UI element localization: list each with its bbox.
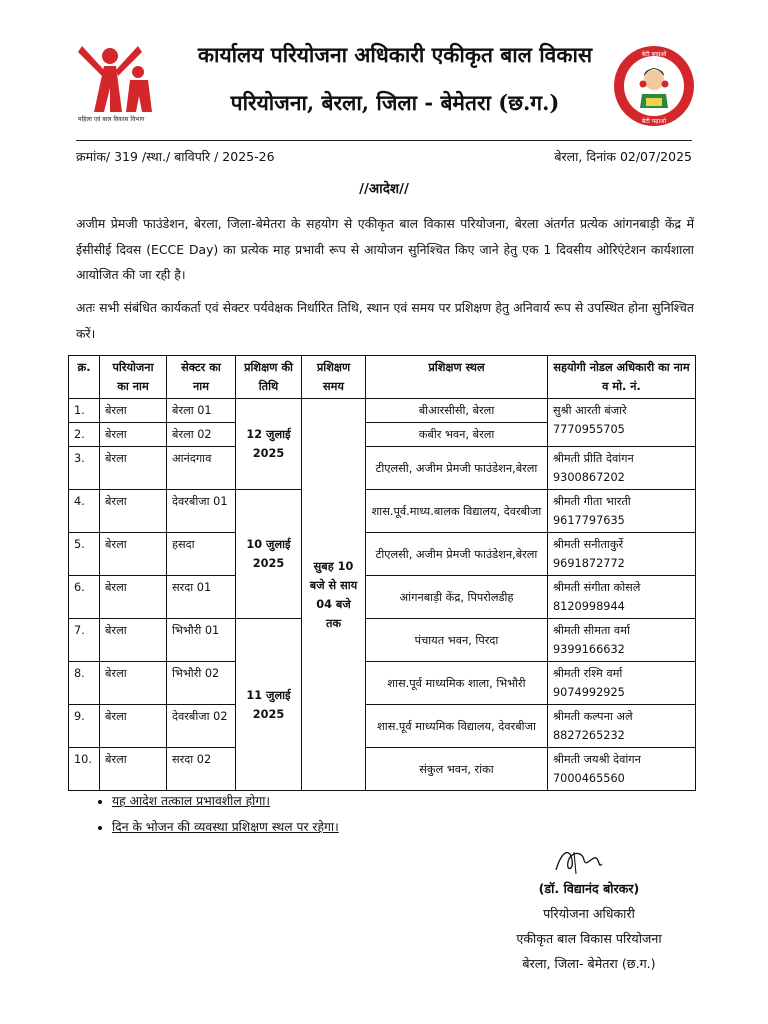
cell-project: बेरला: [100, 490, 167, 533]
cell-sno: 6.: [69, 576, 100, 619]
cell-sector: भिभौरी 02: [167, 662, 236, 705]
cell-sno: 2.: [69, 423, 100, 447]
header-time: प्रशिक्षण समय: [302, 356, 366, 399]
beti-padhao-text: बेटी पढ़ाओ: [641, 118, 667, 125]
cell-venue: पंचायत भवन, पिरदा: [366, 619, 548, 662]
office-title-line2: परियोजना, बेरला, जिला - बेमेतरा (छ.ग.): [230, 90, 560, 115]
office-title-line1: कार्यालय परियोजना अधिकारी एकीकृत बाल विकास: [197, 42, 593, 67]
officer-name: श्रीमती संगीता कोसले: [553, 581, 641, 594]
officer-phone: 7000465560: [553, 772, 625, 785]
officer-name: श्रीमती गीता भारती: [553, 495, 631, 508]
cell-project: बेरला: [100, 423, 167, 447]
cell-project: बेरला: [100, 748, 167, 791]
cell-training-time: सुबह 10 बजे से साय 04 बजे तक: [302, 399, 366, 791]
cell-sno: 1.: [69, 399, 100, 423]
cell-venue: आंगनबाड़ी केंद्र, पिपरोलडीह: [366, 576, 548, 619]
beti-bachao-icon: [612, 44, 696, 128]
cell-training-date: 11 जुलाई 2025: [236, 619, 302, 791]
signatory-place: बेरला, जिला- बेमेतरा (छ.ग.): [522, 956, 656, 971]
cell-sno: 7.: [69, 619, 100, 662]
cell-sno: 3.: [69, 447, 100, 490]
officer-name: सुश्री आरती बंजारे: [553, 404, 627, 417]
beti-bachao-logo: [612, 44, 696, 128]
cell-sector: आनंदगाव: [167, 447, 236, 490]
signature-mark: [552, 846, 606, 876]
order-heading: //आदेश//: [359, 181, 409, 197]
cell-project: बेरला: [100, 662, 167, 705]
cell-venue: संकुल भवन, रांका: [366, 748, 548, 791]
cell-training-date: 10 जुलाई 2025: [236, 490, 302, 619]
officer-name: श्रीमती जयश्री देवांगन: [553, 753, 641, 766]
cell-officer: [548, 576, 696, 619]
cell-venue: टीएलसी, अजीम प्रेमजी फाउंडेशन,बेरला: [366, 447, 548, 490]
cell-officer: [548, 399, 696, 447]
note-item: • दिन के भोजन की व्यवस्था प्रशिक्षण स्थल पर रहेगा।: [112, 814, 339, 840]
training-schedule-table: [68, 355, 696, 791]
signature-block: [470, 876, 708, 976]
officer-name: श्रीमती कल्पना अले: [553, 710, 633, 723]
cell-sno: 9.: [69, 705, 100, 748]
cell-venue: टीएलसी, अजीम प्रेमजी फाउंडेशन,बेरला: [366, 533, 548, 576]
note-item: • यह आदेश तत्काल प्रभावशील होगा।: [112, 788, 339, 814]
signatory-designation: परियोजना अधिकारी: [543, 906, 635, 921]
table-row: [69, 490, 696, 533]
cell-sno: 5.: [69, 533, 100, 576]
reference-number: क्रमांक/ 319 /स्था./ बाविपरि / 2025-26: [76, 149, 275, 164]
officer-phone: 9617797635: [553, 514, 625, 527]
cell-sector: देवरबीजा 02: [167, 705, 236, 748]
cell-project: बेरला: [100, 619, 167, 662]
cell-sector: बेरला 01: [167, 399, 236, 423]
header-officer: सहयोगी नोडल अधिकारी का नाम व मो. नं.: [548, 356, 696, 399]
order-paragraph-2: अतः सभी संबंधित कार्यकर्ता एवं सेक्टर पर्यवेक्षक निर्धारित तिथि, स्थान एवं समय पर प्रशिक्षण हेतु अनिवार्य रूप से उपस्थित होना सुनिश्चित करें।: [76, 300, 694, 341]
officer-phone: 9074992925: [553, 686, 625, 699]
cell-venue: कबीर भवन, बेरला: [366, 423, 548, 447]
officer-phone: 9300867202: [553, 471, 625, 484]
order-date: बेरला, दिनांक 02/07/2025: [554, 149, 692, 164]
signatory-name: (डॉ. विद्यानंद बोरकर): [538, 881, 640, 896]
table-row: [69, 399, 696, 423]
cell-officer: [548, 533, 696, 576]
signatory-office: एकीकृत बाल विकास परियोजना: [516, 931, 662, 946]
table-header-row: [69, 356, 696, 399]
header-rule: [76, 140, 692, 141]
cell-venue: बीआरसीसी, बेरला: [366, 399, 548, 423]
wcd-logo-caption: महिला एवं बाल विकास विभाग: [78, 116, 145, 123]
cell-venue: शास.पूर्व.माध्य.बालक विद्यालय, देवरबीजा: [366, 490, 548, 533]
cell-officer: [548, 447, 696, 490]
officer-name: श्रीमती प्रीति देवांगन: [553, 452, 634, 465]
order-notes: [92, 788, 339, 840]
cell-project: बेरला: [100, 576, 167, 619]
table-row: [69, 533, 696, 576]
cell-officer: [548, 490, 696, 533]
officer-name: श्रीमती रश्मि वर्मा: [553, 667, 623, 680]
cell-venue: शास.पूर्व माध्यमिक शाला, भिभौरी: [366, 662, 548, 705]
cell-officer: [548, 705, 696, 748]
cell-sno: 10.: [69, 748, 100, 791]
header-project: परियोजना का नाम: [100, 356, 167, 399]
cell-venue: शास.पूर्व माध्यमिक विद्यालय, देवरबीजा: [366, 705, 548, 748]
cell-officer: [548, 748, 696, 791]
header-sno: क्र.: [69, 356, 100, 399]
table-row: [69, 705, 696, 748]
wcd-department-logo: [78, 42, 168, 127]
cell-officer: [548, 662, 696, 705]
officer-phone: 8120998944: [553, 600, 625, 613]
beti-bachao-text: बेटी बचाओ: [641, 51, 667, 58]
table-row: [69, 662, 696, 705]
order-paragraph-1: अजीम प्रेमजी फाउंडेशन, बेरला, जिला-बेमेतरा के सहयोग से एकीकृत बाल विकास परियोजना, बेरला अंतर्गत प्रत्येक आंगनबाड़ी केंद्र में ईसीसीई दिवस (ECCE Day) का प्रत्येक माह प्रभावी रूप से आयोजन सुनिश्चित किए जाने हेतु एक 1 दिवसीय ओरिएंटेशन कार्यशाला आयोजित की जा रही है।: [76, 216, 694, 282]
officer-name: श्रीमती सीमता वर्मा: [553, 624, 630, 637]
officer-name: श्रीमती सनीताकुर्रे: [553, 538, 624, 551]
cell-sector: हसदा: [167, 533, 236, 576]
cell-training-date: 12 जुलाई 2025: [236, 399, 302, 490]
cell-sno: 8.: [69, 662, 100, 705]
wcd-logo-icon: [78, 42, 168, 114]
table-row: [69, 576, 696, 619]
table-row: [69, 447, 696, 490]
cell-sector: सरदा 01: [167, 576, 236, 619]
table-row: [69, 619, 696, 662]
cell-sector: भिभौरी 01: [167, 619, 236, 662]
officer-phone: 9691872772: [553, 557, 625, 570]
officer-phone: 7770955705: [553, 423, 625, 436]
cell-project: बेरला: [100, 533, 167, 576]
header-sector: सेक्टर का नाम: [167, 356, 236, 399]
officer-phone: 9399166632: [553, 643, 625, 656]
header-venue: प्रशिक्षण स्थल: [366, 356, 548, 399]
cell-officer: [548, 619, 696, 662]
officer-phone: 8827265232: [553, 729, 625, 742]
cell-project: बेरला: [100, 399, 167, 423]
header-date: प्रशिक्षण की तिथि: [236, 356, 302, 399]
cell-project: बेरला: [100, 447, 167, 490]
cell-sno: 4.: [69, 490, 100, 533]
cell-sector: बेरला 02: [167, 423, 236, 447]
cell-project: बेरला: [100, 705, 167, 748]
cell-sector: सरदा 02: [167, 748, 236, 791]
cell-sector: देवरबीजा 01: [167, 490, 236, 533]
table-row: [69, 748, 696, 791]
